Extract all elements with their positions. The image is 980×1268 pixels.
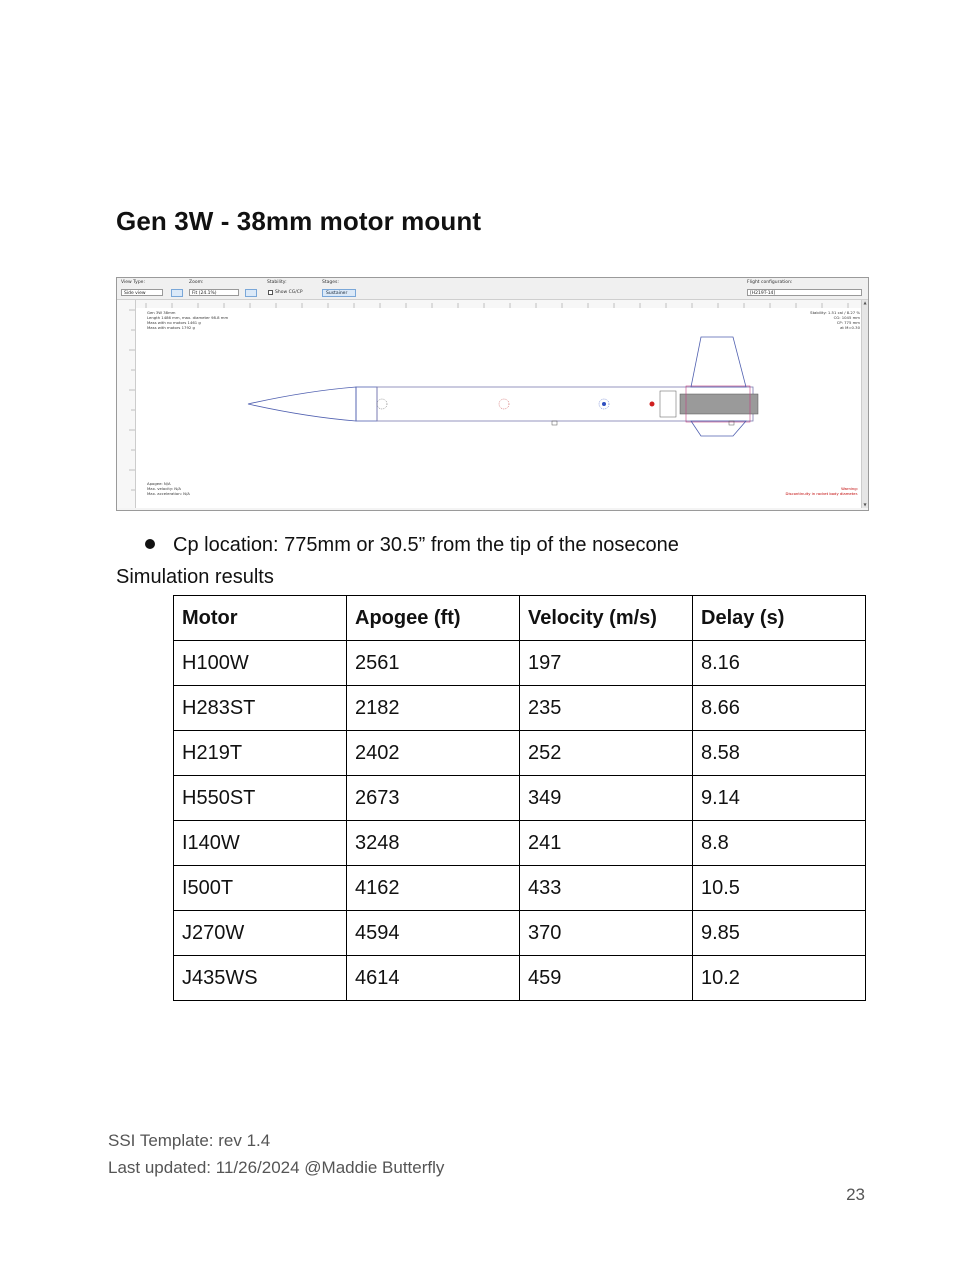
design-toolbar	[117, 278, 868, 300]
header-velocity: Velocity (m/s)	[520, 596, 693, 641]
horizontal-ruler	[136, 300, 867, 308]
sustainer-stage-button[interactable]: Sustainer	[322, 289, 356, 297]
cell-delay: 9.85	[693, 911, 866, 956]
cell-velocity: 433	[520, 866, 693, 911]
warning-message: Discontinuity in rocket body diameter.	[785, 491, 858, 496]
table-row	[174, 956, 866, 1001]
cp-value: CP: 775 mm	[836, 320, 860, 325]
section-heading: Gen 3W - 38mm motor mount	[116, 206, 482, 236]
shock-cord-icon	[499, 399, 509, 409]
cell-apogee: 4594	[347, 911, 520, 956]
vertical-scrollbar[interactable]	[861, 300, 868, 508]
flight-config-label: Flight configuration:	[747, 280, 793, 285]
rocket-mass-with-motor: Mass with motors 1792 g	[147, 325, 195, 330]
cell-delay: 8.58	[693, 731, 866, 776]
motor-casing	[680, 394, 758, 414]
cell-delay: 10.5	[693, 866, 866, 911]
cell-motor: I140W	[174, 821, 347, 866]
simulation-results-label: Simulation results	[116, 566, 274, 588]
cp-marker-icon	[650, 402, 655, 407]
cell-motor: H219T	[174, 731, 347, 776]
cell-motor: J270W	[174, 911, 347, 956]
cell-apogee: 4162	[347, 866, 520, 911]
page-number: 23	[846, 1185, 865, 1204]
cell-motor: H283ST	[174, 686, 347, 731]
simulation-results-table	[173, 595, 866, 1001]
table-row	[174, 641, 866, 686]
parachute-icon	[377, 399, 387, 409]
cell-velocity: 370	[520, 911, 693, 956]
cg-value: CG: 1045 mm	[833, 315, 860, 320]
zoom-in-button[interactable]	[245, 289, 257, 297]
view-type-label: View Type:	[121, 280, 145, 285]
zoom-select[interactable]: Fit (24.1%)	[189, 289, 239, 296]
cell-apogee: 2561	[347, 641, 520, 686]
scroll-up-icon[interactable]: ▲	[863, 300, 867, 305]
max-acceleration-summary: Max. acceleration: N/A	[147, 491, 190, 496]
cell-apogee: 3248	[347, 821, 520, 866]
stability-info-block	[810, 310, 860, 330]
cell-delay: 10.2	[693, 956, 866, 1001]
cell-velocity: 197	[520, 641, 693, 686]
table-row	[174, 911, 866, 956]
table-row	[174, 866, 866, 911]
scroll-down-icon[interactable]: ▼	[863, 502, 867, 507]
fin-top	[691, 337, 746, 387]
cell-velocity: 241	[520, 821, 693, 866]
show-cgcp-label: Show CG/CP	[275, 290, 303, 295]
cell-velocity: 459	[520, 956, 693, 1001]
rocket-mass-no-motor: Mass with no motors 1461 g	[147, 320, 201, 325]
stability-label: Stability:	[267, 280, 287, 285]
show-cgcp-checkbox[interactable]	[268, 290, 273, 295]
warning-block	[786, 486, 858, 496]
rail-button	[729, 421, 734, 425]
rocket-length: Length 1486 mm, max. diameter 98.8 mm	[147, 315, 229, 320]
cell-apogee: 4614	[347, 956, 520, 1001]
rocket-design-screenshot	[116, 277, 869, 511]
warning-title: Warning:	[841, 486, 858, 491]
cell-apogee: 2182	[347, 686, 520, 731]
stages-label: Stages:	[322, 280, 339, 285]
nose-shoulder	[356, 387, 377, 421]
table-header-row	[174, 596, 866, 641]
cp-location-text: Cp location: 775mm or 30.5” from the tip of the nosecone	[173, 534, 679, 556]
cell-motor: H550ST	[174, 776, 347, 821]
cell-delay: 8.66	[693, 686, 866, 731]
apogee-summary: Apogee: N/A	[147, 481, 171, 486]
table-row	[174, 776, 866, 821]
cg-dot	[602, 402, 606, 406]
header-apogee: Apogee (ft)	[347, 596, 520, 641]
cp-location-bullet	[145, 534, 679, 557]
stability-value: Stability: 1.51 cal / 8.27 %	[810, 310, 860, 315]
rocket-info-block	[147, 310, 228, 330]
rocket-name: Gen 3W 38mm	[147, 310, 176, 315]
table-row	[174, 731, 866, 776]
view-type-select[interactable]: Side view	[121, 289, 163, 296]
launch-lug	[552, 421, 557, 425]
rocket-drawing	[136, 300, 867, 508]
cell-motor: J435WS	[174, 956, 347, 1001]
cell-delay: 8.16	[693, 641, 866, 686]
cell-apogee: 2673	[347, 776, 520, 821]
header-motor: Motor	[174, 596, 347, 641]
cell-velocity: 349	[520, 776, 693, 821]
cell-velocity: 235	[520, 686, 693, 731]
nosecone-outline	[248, 387, 356, 421]
cell-delay: 8.8	[693, 821, 866, 866]
vertical-ruler	[117, 300, 136, 508]
rocket-canvas[interactable]	[135, 300, 867, 508]
footer-template-version: SSI Template: rev 1.4	[108, 1131, 271, 1150]
flight-config-select[interactable]: [H219T-14]	[747, 289, 862, 296]
max-velocity-summary: Max. velocity: N/A	[147, 486, 182, 491]
vertical-ruler-ticks	[117, 300, 135, 508]
zoom-label: Zoom:	[189, 280, 204, 285]
mach-value: at M=0.30	[840, 325, 860, 330]
footer-last-updated: Last updated: 11/26/2024 @Maddie Butterfly	[108, 1158, 445, 1177]
zoom-out-button[interactable]	[171, 289, 183, 297]
cell-motor: I500T	[174, 866, 347, 911]
cell-motor: H100W	[174, 641, 347, 686]
cell-delay: 9.14	[693, 776, 866, 821]
centering-ring	[660, 391, 676, 417]
table-row	[174, 821, 866, 866]
cell-apogee: 2402	[347, 731, 520, 776]
fin-bottom	[691, 421, 746, 436]
table-row	[174, 686, 866, 731]
header-delay: Delay (s)	[693, 596, 866, 641]
cell-velocity: 252	[520, 731, 693, 776]
bullet-dot-icon	[145, 539, 155, 549]
flight-summary-block	[147, 481, 190, 496]
